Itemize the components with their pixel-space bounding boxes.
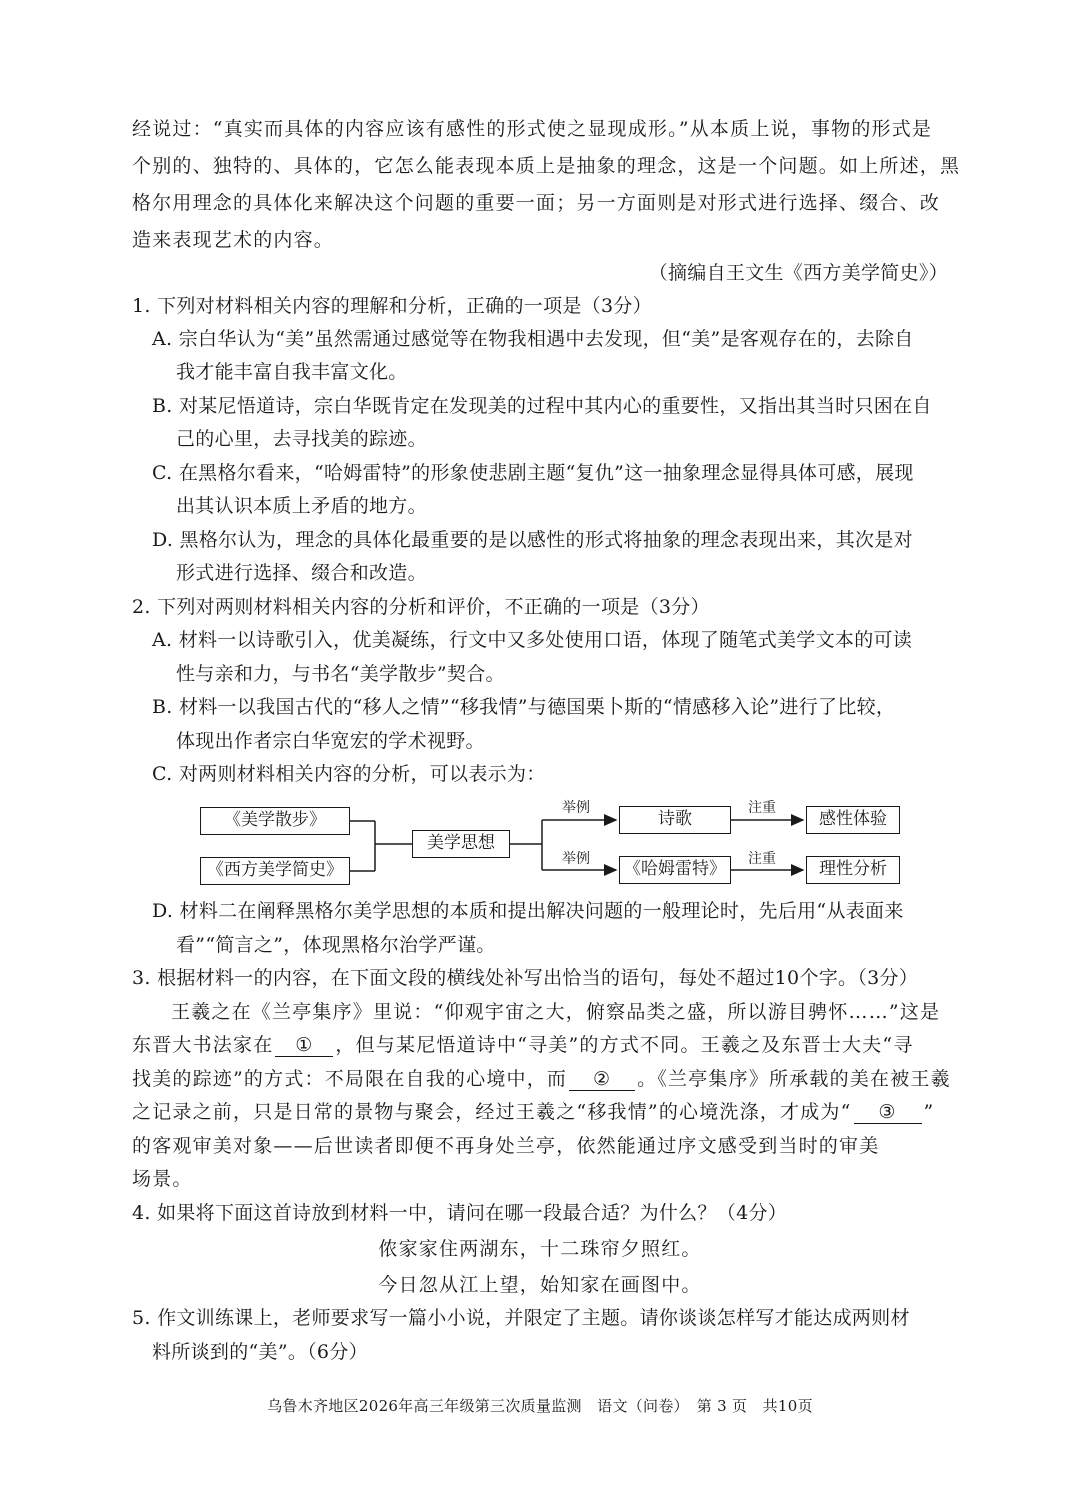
q2-option-d-cont: 看”“简言之”，体现黑格尔治学严谨。 (176, 934, 496, 956)
question-3-stem: 3. 根据材料一的内容，在下面文段的横线处补写出恰当的语句，每处不超过10个字。（3分） (132, 967, 919, 989)
q3-paragraph-line (132, 1032, 914, 1058)
book-box-xifang-meixue: 《西方美学简史》 (200, 857, 350, 885)
poem-line-1: 侬家家住两湖东，十二珠帘夕照红。 (378, 1238, 702, 1260)
q3-text: 。《兰亭集序》所承载的美在被王羲 (637, 1068, 951, 1090)
question-5-stem-cont: 料所谈到的“美”。（6分） (152, 1341, 368, 1363)
passage-line: 经说过：“真实而具体的内容应该有感性的形式使之显现成形。”从本质上说，事物的形式是 (132, 118, 933, 140)
q1-option-d-cont: 形式进行选择、缀合和改造。 (176, 562, 427, 584)
q1-option-b-cont: 己的心里，去寻找美的踪迹。 (176, 428, 427, 450)
q3-text: ” (923, 1101, 935, 1123)
q1-option-b: B. 对某尼悟道诗，宗白华既肯定在发现美的过程中其内心的重要性，又指出其当时只困在自 (152, 395, 932, 417)
example-box-poetry: 诗歌 (619, 806, 731, 834)
q1-option-a-cont: 我才能丰富自我丰富文化。 (176, 361, 408, 383)
q3-paragraph-line: 王羲之在《兰亭集序》里说：“仰观宇宙之大，俯察品类之盛，所以游目骋怀……”这是 (171, 1001, 941, 1023)
example-box-hamlet: 《哈姆雷特》 (619, 856, 731, 884)
q1-option-c: C. 在黑格尔看来，“哈姆雷特”的形象使悲剧主题“复仇”这一抽象理念显得具体可感，展现 (152, 462, 914, 484)
q3-paragraph-line (132, 1099, 934, 1125)
passage-source: （摘编自王文生《西方美学简史》） (648, 262, 948, 284)
q3-text: 之记录之前，只是日常的景物与聚会，经过王羲之“移我情”的心境洗涤，才成为“ (132, 1101, 852, 1123)
q1-option-d: D. 黑格尔认为，理念的具体化最重要的是以感性的形式将抽象的理念表现出来，其次是对 (152, 529, 913, 551)
arrow-label-example: 举例 (562, 851, 590, 867)
question-2-stem: 2. 下列对两则材料相关内容的分析和评价，不正确的一项是（3分） (132, 596, 710, 618)
q2-option-a-cont: 性与亲和力，与书名“美学散步”契合。 (176, 663, 505, 685)
q2-option-d: D. 材料二在阐释黑格尔美学思想的本质和提出解决问题的一般理论时，先后用“从表面来 (152, 900, 904, 922)
poem-line-2: 今日忽从江上望，始知家在画图中。 (378, 1274, 702, 1296)
result-box-rational: 理性分析 (806, 856, 900, 884)
q2-option-c: C. 对两则材料相关内容的分析，可以表示为： (152, 763, 546, 785)
q3-paragraph-line: 的客观审美对象——后世读者即便不再身处兰亭，依然能通过序文感受到当时的审美 (132, 1135, 880, 1157)
question-4-stem: 4. 如果将下面这首诗放到材料一中，请问在哪一段最合适？为什么？（4分） (132, 1202, 788, 1224)
q3-text: 找美的踪迹”的方式：不局限在自我的心境中，而 (132, 1068, 568, 1090)
passage-line: 造来表现艺术的内容。 (132, 229, 335, 251)
answer-blank-3[interactable]: ③ (854, 1101, 922, 1124)
q2-option-a: A. 材料一以诗歌引入，优美凝练，行文中又多处使用口语，体现了随笔式美学文本的可读 (152, 629, 913, 651)
center-box-aesthetics: 美学思想 (412, 830, 510, 858)
q1-option-c-cont: 出其认识本质上矛盾的地方。 (176, 495, 427, 517)
q1-option-a: A. 宗白华认为“美”虽然需通过感觉等在物我相遇中去发现，但“美”是客观存在的，去除自 (152, 328, 914, 350)
q2-option-b: B. 材料一以我国古代的“移人之情”“移我情”与德国栗卜斯的“情感移入论”进行了比较， (152, 696, 896, 718)
arrow-label-focus: 注重 (748, 851, 776, 867)
q3-paragraph-line: 场景。 (132, 1168, 193, 1190)
q3-text: ，但与某尼悟道诗中“寻美”的方式不同。王羲之及东晋士大夫“寻 (335, 1034, 914, 1056)
q3-text: 东晋大书法家在 (132, 1034, 274, 1056)
question-5-stem: 5. 作文训练课上，老师要求写一篇小小说，并限定了主题。请你谈谈怎样写才能达成两则材 (132, 1307, 910, 1329)
q2-option-b-cont: 体现出作者宗白华宽宏的学术视野。 (176, 730, 485, 752)
passage-line: 个别的、独特的、具体的，它怎么能表现本质上是抽象的理念，这是一个问题。如上所述，黑 (132, 155, 961, 177)
q3-paragraph-line (132, 1066, 951, 1092)
passage-line: 格尔用理念的具体化来解决这个问题的重要一面；另一方面则是对形式进行选择、缀合、改 (132, 192, 941, 214)
result-box-sensory: 感性体验 (806, 806, 900, 834)
page-footer: 乌鲁木齐地区2026年高三年级第三次质量监测 语文（问卷） 第 3 页 共10页 (267, 1397, 813, 1415)
question-1-stem: 1. 下列对材料相关内容的理解和分析，正确的一项是（3分） (132, 295, 652, 317)
arrow-label-focus: 注重 (748, 800, 776, 816)
arrow-label-example: 举例 (562, 800, 590, 816)
answer-blank-2[interactable]: ② (569, 1068, 635, 1091)
book-box-meixue-sanbu: 《美学散步》 (200, 807, 350, 835)
answer-blank-1[interactable]: ① (275, 1034, 333, 1057)
